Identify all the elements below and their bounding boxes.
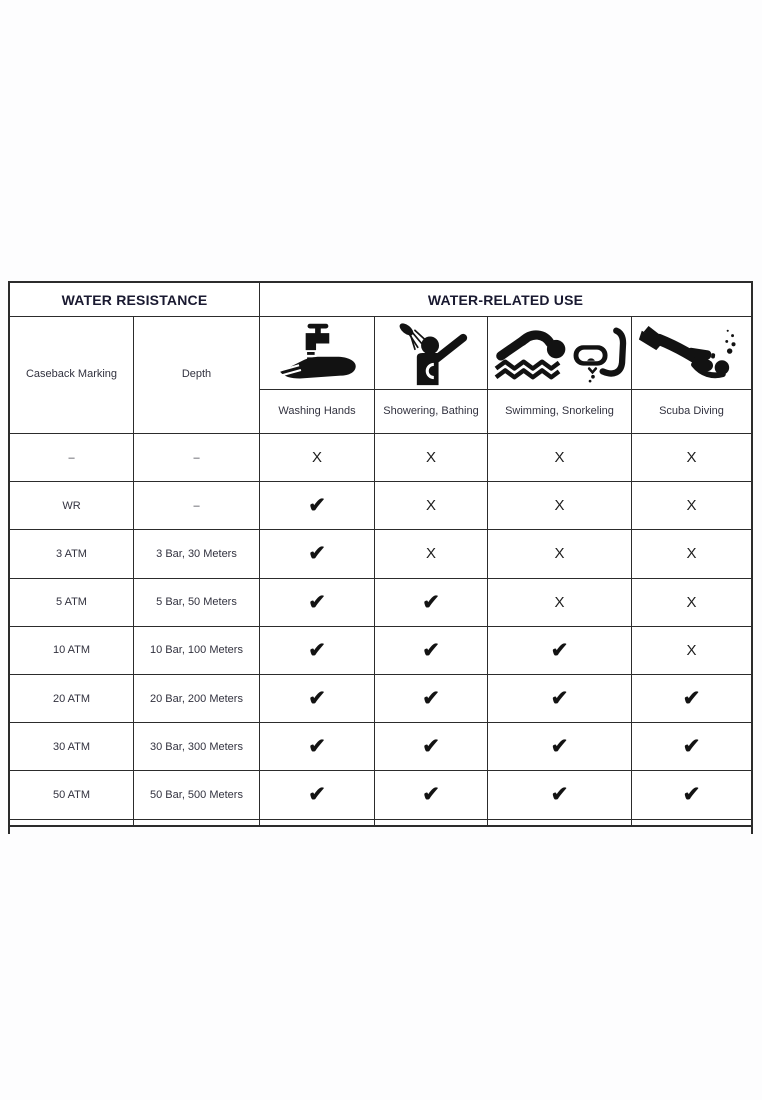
depth-cell: –: [134, 434, 260, 482]
showering-bathing-column-header: [375, 317, 488, 434]
swimming-mark-cell: X: [488, 482, 632, 530]
scuba-mark-cell: X: [632, 530, 751, 578]
caseback-marking-cell: 10 ATM: [10, 627, 134, 675]
washing-hands-mark-cell: ✔: [260, 530, 375, 578]
water-related-use-header: WATER-RELATED USE: [427, 291, 584, 308]
swimming-snorkeling-label: Swimming, Snorkeling: [505, 404, 614, 417]
scuba-mark-cell: ✔: [632, 771, 751, 819]
washing-hands-icon: [267, 319, 367, 387]
cropped-bottom-strip: [10, 820, 751, 825]
scuba-mark-cell: X: [632, 627, 751, 675]
swimming-mark-cell: X: [488, 530, 632, 578]
caseback-marking-label: Caseback Marking: [25, 368, 118, 381]
depth-cell: 5 Bar, 50 Meters: [134, 579, 260, 627]
washing-hands-mark-cell: X: [260, 434, 375, 482]
scuba-diving-column-header: [632, 317, 751, 434]
swimming-mark-cell: ✔: [488, 771, 632, 819]
washing-hands-mark-cell: ✔: [260, 579, 375, 627]
showering-bathing-icon: [381, 319, 481, 387]
table-row: [10, 579, 751, 627]
swimming-mark-cell: ✔: [488, 675, 632, 723]
swimming-mark-cell: X: [488, 434, 632, 482]
scuba-mark-cell: X: [632, 579, 751, 627]
table-row: [10, 771, 751, 819]
washing-hands-mark-cell: ✔: [260, 771, 375, 819]
depth-cell: –: [134, 482, 260, 530]
showering-mark-cell: ✔: [375, 579, 488, 627]
table-left-border-stub: [8, 825, 10, 834]
showering-mark-cell: ✔: [375, 771, 488, 819]
showering-mark-cell: X: [375, 530, 488, 578]
scuba-mark-cell: X: [632, 482, 751, 530]
showering-mark-cell: ✔: [375, 627, 488, 675]
swimming-mark-cell: X: [488, 579, 632, 627]
column-header-row: [10, 317, 751, 434]
showering-mark-cell: ✔: [375, 723, 488, 771]
washing-hands-mark-cell: ✔: [260, 482, 375, 530]
scuba-mark-cell: X: [632, 434, 751, 482]
table-row: [10, 675, 751, 723]
caseback-marking-cell: 20 ATM: [10, 675, 134, 723]
water-resistance-header: WATER RESISTANCE: [10, 283, 260, 316]
group-header-row: [10, 283, 751, 317]
scuba-diving-icon: [636, 321, 748, 385]
depth-cell: 30 Bar, 300 Meters: [134, 723, 260, 771]
showering-mark-cell: X: [375, 482, 488, 530]
showering-mark-cell: ✔: [375, 675, 488, 723]
table-row: [10, 434, 751, 482]
scuba-diving-label: Scuba Diving: [659, 404, 724, 417]
swimming-mark-cell: ✔: [488, 723, 632, 771]
table-row: [10, 530, 751, 578]
caseback-marking-cell: 50 ATM: [10, 771, 134, 819]
scuba-mark-cell: ✔: [632, 675, 751, 723]
depth-cell: 10 Bar, 100 Meters: [134, 627, 260, 675]
washing-hands-mark-cell: ✔: [260, 627, 375, 675]
table-row: [10, 723, 751, 771]
swimming-snorkeling-column-header: [488, 317, 632, 434]
scuba-mark-cell: ✔: [632, 723, 751, 771]
washing-hands-mark-cell: ✔: [260, 723, 375, 771]
swimming-snorkeling-icon: [492, 321, 628, 385]
depth-column-header: [134, 317, 260, 434]
caseback-marking-cell: WR: [10, 482, 134, 530]
depth-cell: 50 Bar, 500 Meters: [134, 771, 260, 819]
showering-bathing-label: Showering, Bathing: [383, 404, 479, 417]
washing-hands-column-header: [260, 317, 375, 434]
water-resistance-table: [8, 281, 753, 827]
caseback-marking-cell: –: [10, 434, 134, 482]
caseback-marking-cell: 5 ATM: [10, 579, 134, 627]
table-right-border-stub: [751, 825, 753, 834]
swimming-mark-cell: ✔: [488, 627, 632, 675]
depth-cell: 3 Bar, 30 Meters: [134, 530, 260, 578]
caseback-marking-cell: 3 ATM: [10, 530, 134, 578]
table-row: [10, 627, 751, 675]
showering-mark-cell: X: [375, 434, 488, 482]
table-row: [10, 482, 751, 530]
caseback-marking-cell: 30 ATM: [10, 723, 134, 771]
caseback-marking-column-header: [10, 317, 134, 434]
washing-hands-label: Washing Hands: [278, 404, 356, 417]
depth-label: Depth: [181, 368, 212, 381]
depth-cell: 20 Bar, 200 Meters: [134, 675, 260, 723]
washing-hands-mark-cell: ✔: [260, 675, 375, 723]
